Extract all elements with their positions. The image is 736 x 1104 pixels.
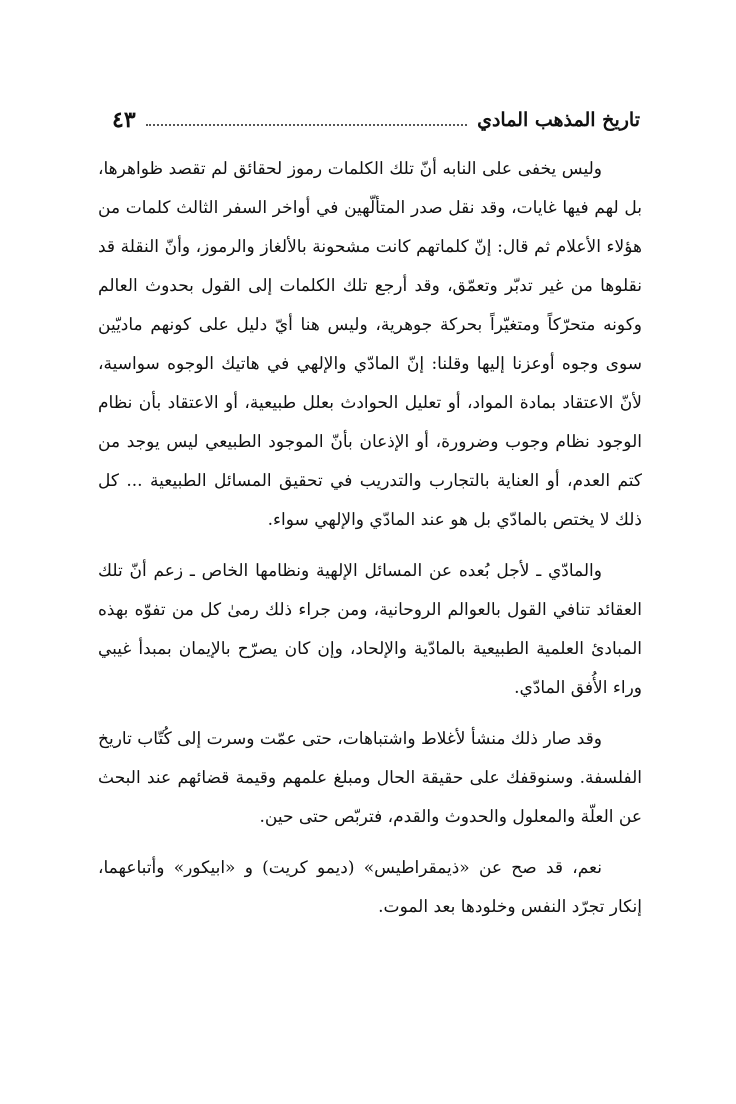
running-header xyxy=(112,104,640,136)
paragraph: نعم، قد صح عن «ذيمقراطيس» (ديمو كريت) و «ابيكور» وأتباعهما، إنكار تجرّد النفس وخلودها بعد الموت. xyxy=(98,858,642,917)
paragraph: وليس يخفى على النابه أنّ تلك الكلمات رموز لحقائق لم تقصد ظواهرها، بل لهم فيها غايات، وقد نقل صدر المتألّهين في أواخر السفر الثالث كلمات من هؤلاء الأعلام ثم قال: إنّ كلماتهم كانت مشحونة بالألغاز والرموز، وأنّ النقلة قد نقلوها من غير تدبّر وتعمّق، وقد أرجع تلك الكلمات إلى القول بحدوث العالم وكونه متحرّكاً ومتغيّراً بحركة جوهرية، وليس هنا أيّ دليل على كونهم ماديّين سوى وجوه أوعزنا إليها وقلنا: إنّ المادّي والإلهي في هاتيك الوجوه سواسية، لأنّ الاعتقاد بمادة المواد، أو تعليل الحوادث بعلل طبيعية، أو الاعتقاد بأن نظام الوجود نظام وجوب وضرورة، أو الإذعان بأنّ الموجود الطبيعي ليس يوجد من كتم العدم، أو العناية بالتجارب والتدريب في تحقيق المسائل الطبيعية ... كل ذلك لا يختص بالمادّي بل هو عند المادّي والإلهي سواء. xyxy=(98,159,642,530)
dotted-leader xyxy=(146,124,467,126)
paragraph: والمادّي ـ لأجل بُعده عن المسائل الإلهية ونظامها الخاص ـ زعم أنّ تلك العقائد تنافي القول بالعوالم الروحانية، ومن جراء ذلك رمىٰ كل من تفوّه بهذه المبادئ العلمية الطبيعية بالمادّية والإلحاد، وإن كان يصرّح بالإيمان بمبدأ غيبي وراء الأُفق المادّي. xyxy=(98,561,642,698)
running-title: تاريخ المذهب المادي xyxy=(477,109,640,131)
page-number: ٤٣ xyxy=(112,107,136,133)
body-text xyxy=(98,150,642,939)
paragraph: وقد صار ذلك منشأ لأغلاط واشتباهات، حتى عمّت وسرت إلى كُتّاب تاريخ الفلسفة. وسنوقفك على حقيقة الحال ومبلغ علمهم وقيمة قضائهم عند البحث عن العلّة والمعلول والحدوث والقدم، فتربّص حتى حين. xyxy=(98,729,642,827)
